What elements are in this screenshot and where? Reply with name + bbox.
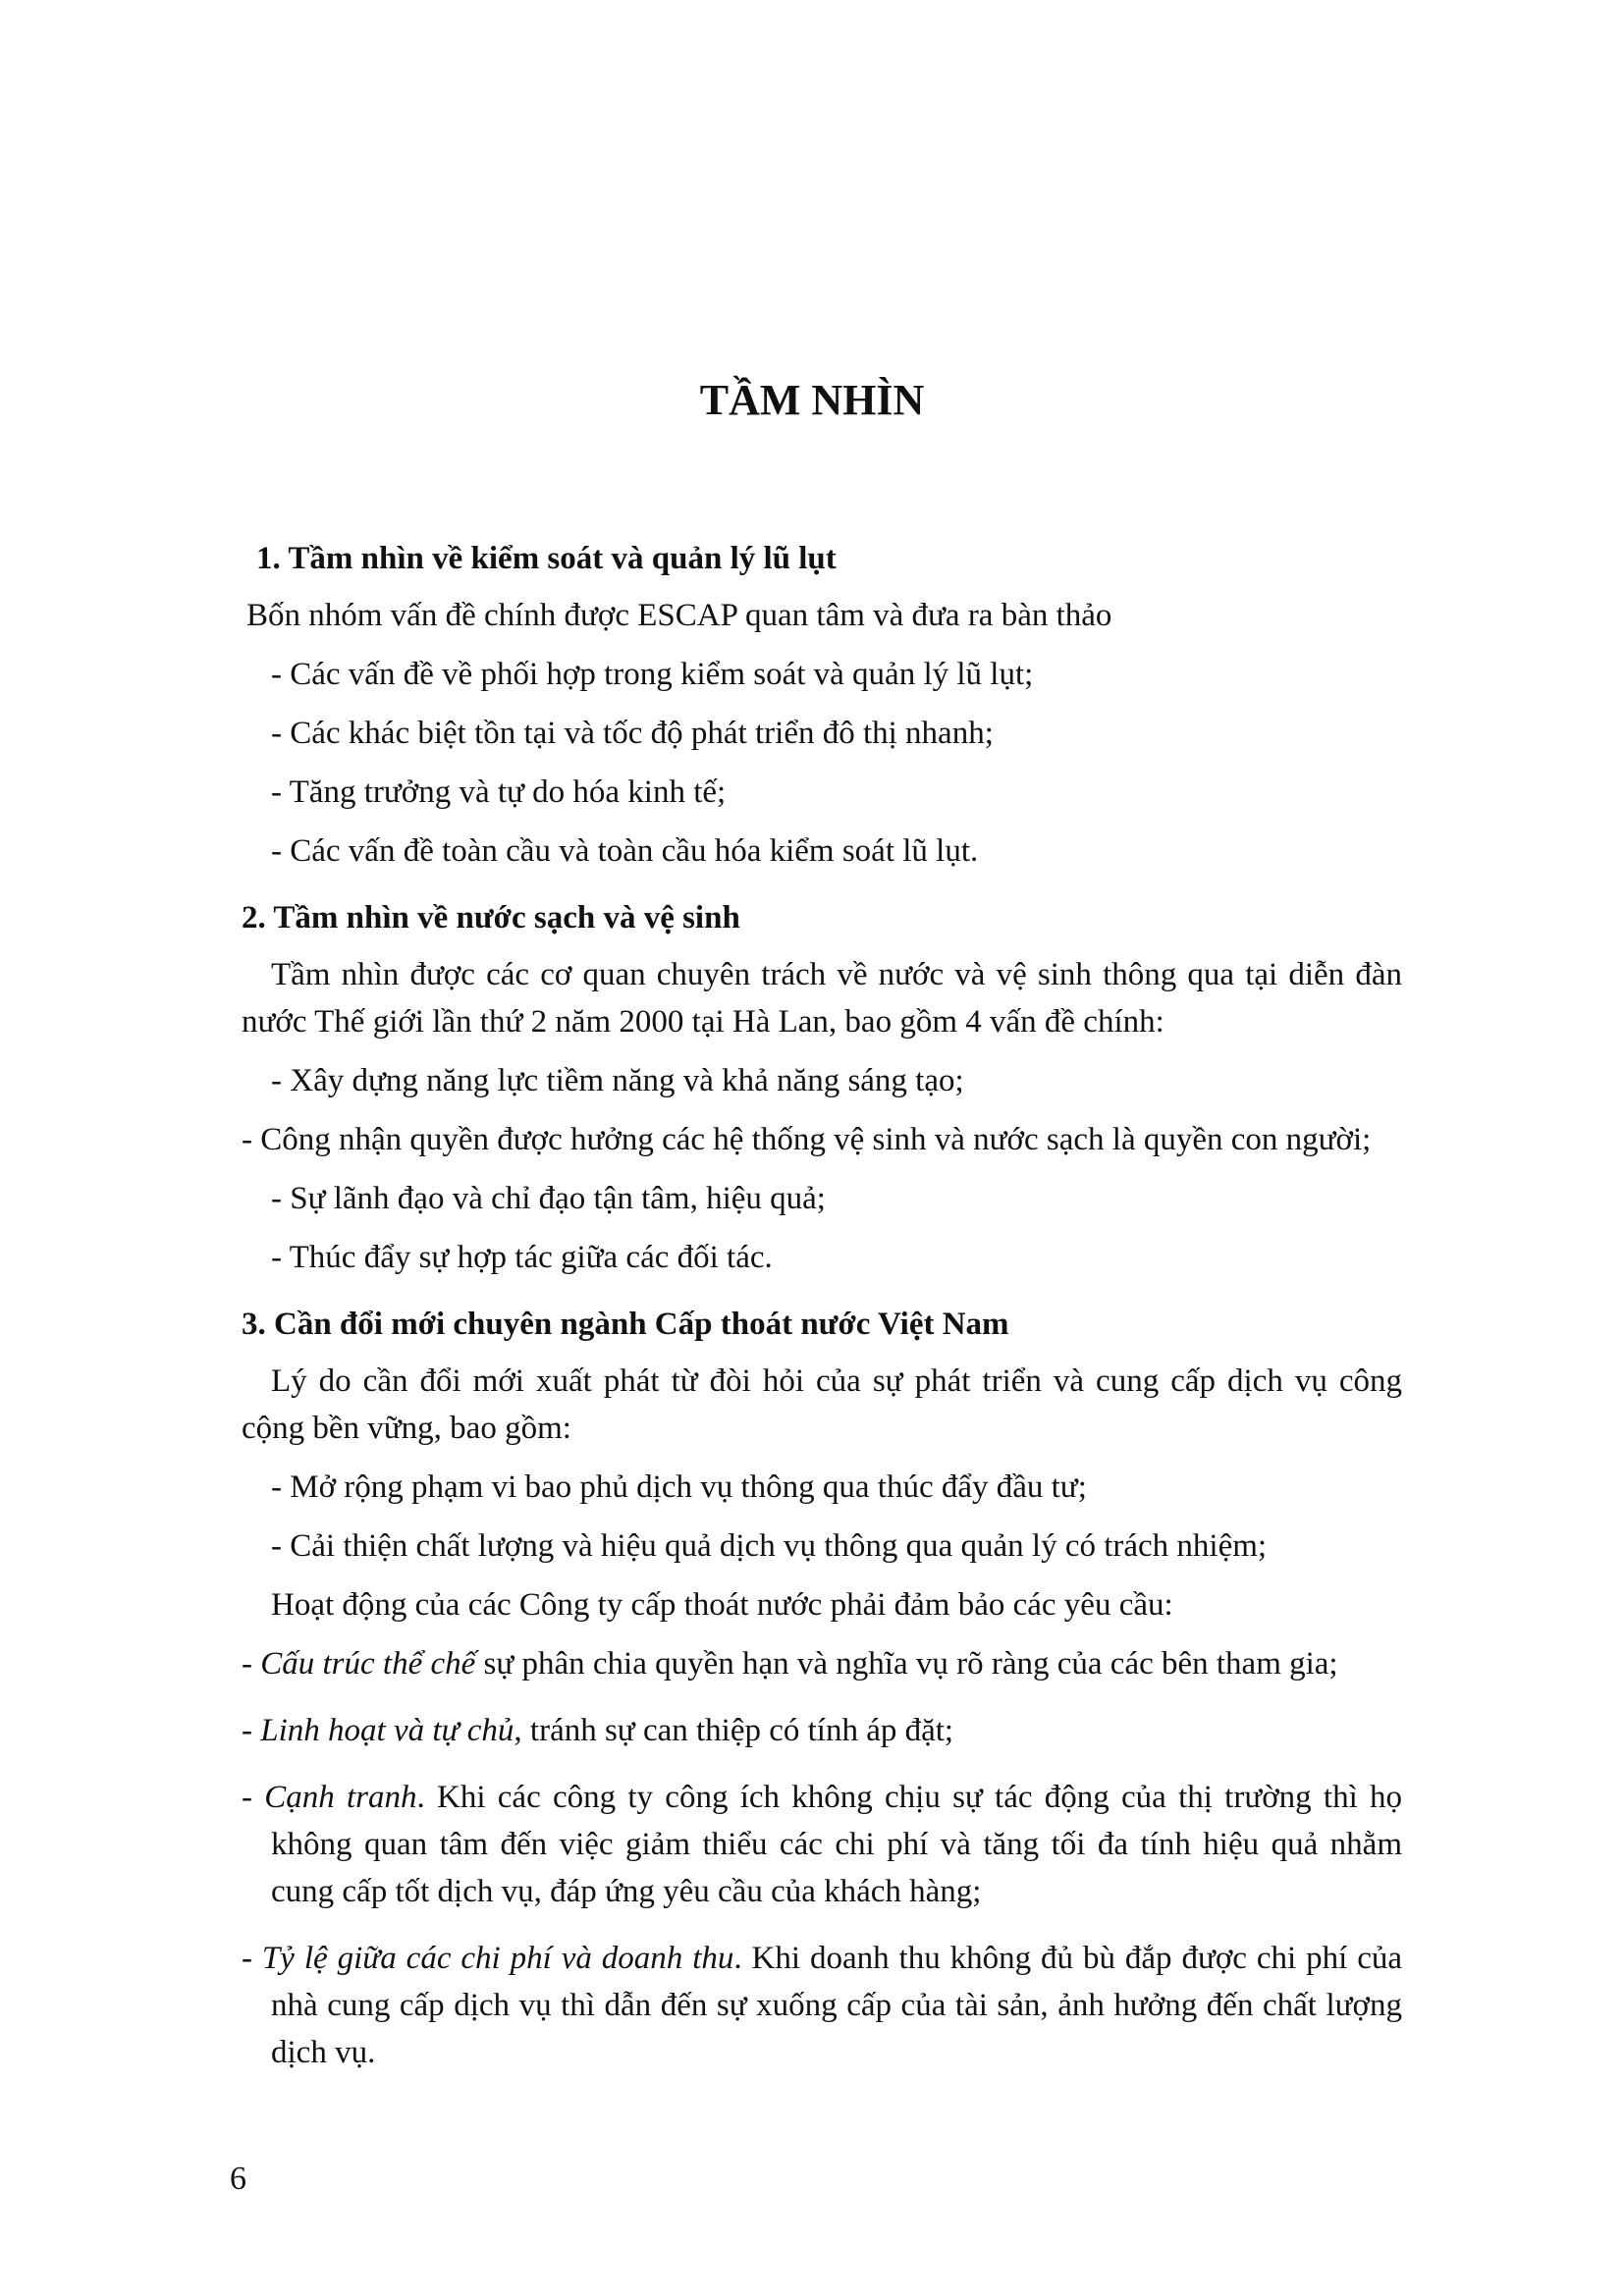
section-3-bullet: - Cải thiện chất lượng và hiệu quả dịch vụ thông qua quản lý có trách nhiệm;: [271, 1528, 1268, 1564]
section-2-intro: Tầm nhìn được các cơ quan chuyên trách về nước và vệ sinh thông qua tại diễn đàn nước Thế giới lần thứ 2 năm 2000 tại Hà Lan, bao gồm 4 vấn đề chính:: [242, 957, 1402, 1040]
requirement-dash: -: [242, 1941, 262, 1976]
requirement-dash: -: [242, 1646, 261, 1682]
requirement-term: Linh hoạt và tự chủ: [260, 1713, 514, 1748]
section-1-bullet: - Các khác biệt tồn tại và tốc độ phát triển đô thị nhanh;: [271, 716, 994, 751]
page-title: TẦM NHÌN: [699, 376, 925, 424]
section-1-intro: Bốn nhóm vấn đề chính được ESCAP quan tâm và đưa ra bàn thảo: [246, 598, 1112, 633]
section-1-heading: 1. Tầm nhìn về kiểm soát và quản lý lũ lụt: [256, 541, 837, 576]
requirement-term: Cạnh tranh: [264, 1780, 417, 1815]
requirement-text: , tránh sự can thiệp có tính áp đặt;: [514, 1713, 954, 1748]
requirement-text: sự phân chia quyền hạn và nghĩa vụ rõ ràng của các bên tham gia;: [475, 1646, 1338, 1682]
requirement-item: [242, 1707, 1402, 1754]
section-1-bullet: - Các vấn đề về phối hợp trong kiểm soát và quản lý lũ lụt;: [271, 657, 1034, 692]
section-3-bullet: - Mở rộng phạm vi bao phủ dịch vụ thông qua thúc đẩy đầu tư;: [271, 1469, 1087, 1505]
section-2-bullet: - Sự lãnh đạo và chỉ đạo tận tâm, hiệu quả;: [271, 1181, 826, 1216]
section-1-bullet: - Tăng trưởng và tự do hóa kinh tế;: [271, 774, 727, 810]
requirement-item: [242, 1774, 1402, 1915]
document-body: [242, 535, 1402, 2076]
requirement-term: Cấu trúc thể chế: [260, 1646, 476, 1682]
section-3-intro: Lý do cần đổi mới xuất phát từ đòi hỏi của sự phát triển và cung cấp dịch vụ công cộng bền vững, bao gồm:: [242, 1363, 1402, 1446]
section-2-bullet: - Thúc đẩy sự hợp tác giữa các đối tác.: [271, 1240, 773, 1275]
section-3-requirements-intro: Hoạt động của các Công ty cấp thoát nước phải đảm bảo các yêu cầu:: [271, 1587, 1173, 1623]
section-2-heading: 2. Tầm nhìn về nước sạch và vệ sinh: [242, 900, 740, 935]
requirement-term: Tỷ lệ giữa các chi phí và doanh thu: [261, 1941, 734, 1976]
page-number: 6: [230, 2161, 246, 2197]
section-1-bullet: - Các vấn đề toàn cầu và toàn cầu hóa kiểm soát lũ lụt.: [271, 833, 979, 869]
requirement-dash: -: [242, 1713, 261, 1748]
requirement-dash: -: [242, 1780, 265, 1815]
requirement-item: [242, 1640, 1402, 1687]
section-2-bullet: - Công nhận quyền được hưởng các hệ thống vệ sinh và nước sạch là quyền con người;: [242, 1122, 1372, 1157]
section-3-heading: 3. Cần đổi mới chuyên ngành Cấp thoát nước Việt Nam: [242, 1307, 1009, 1342]
requirement-item: [242, 1935, 1402, 2076]
section-2-bullet: - Xây dựng năng lực tiềm năng và khả năng sáng tạo;: [271, 1063, 964, 1098]
requirement-text: . Khi doanh thu không đủ bù đắp được chi phí của nhà cung cấp dịch vụ thì dẫn đến sự xuống cấp của tài sản, ảnh hưởng đến chất lượng dịch vụ.: [271, 1941, 1402, 2070]
requirement-text: . Khi các công ty công ích không chịu sự tác động của thị trường thì họ không quan tâm đến việc giảm thiểu các chi phí và tăng tối đa tính hiệu quả nhằm cung cấp tốt dịch vụ, đáp ứng yêu cầu của khách hàng;: [271, 1780, 1402, 1909]
